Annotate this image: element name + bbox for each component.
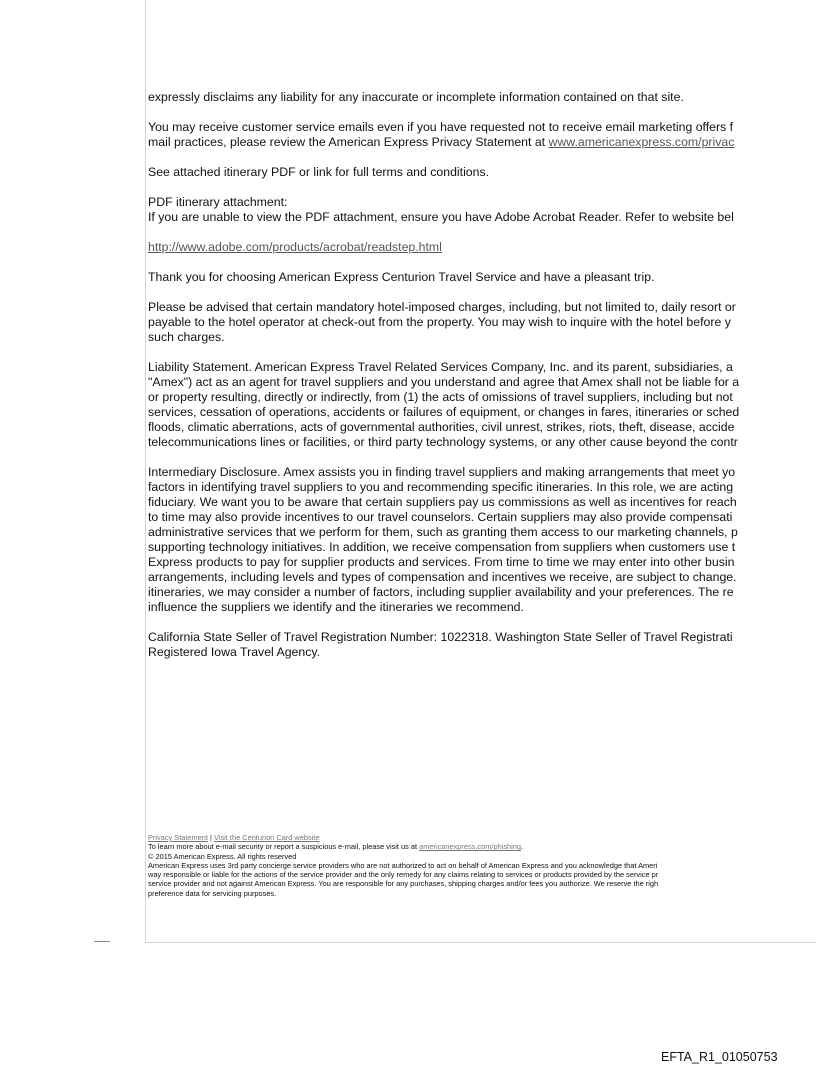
adobe-link-paragraph — [148, 240, 816, 255]
liability-line: or property resulting, directly or indirectly, from (1) the acts of omissions of travel suppliers, including but not — [148, 390, 733, 404]
footer-security-notice — [148, 842, 816, 851]
intermediary-line: Express products to pay for supplier products and services. From time to time we may enter into other busin — [148, 555, 735, 569]
footer-centurion-website-link[interactable]: Visit the Centurion Card website — [214, 833, 320, 842]
hotel-charges-line: such charges. — [148, 330, 225, 344]
footer-phishing-link[interactable]: americanexpress.com/phishing — [419, 842, 521, 852]
intermediary-line: to time may also provide incentives to our travel counselors. Certain suppliers may also provide compensati — [148, 510, 733, 524]
customer-service-line-1: You may receive customer service emails even if you have requested not to receive email marketing offers f — [148, 120, 734, 134]
document-id: EFTA_R1_01050753 — [661, 1050, 778, 1064]
registration-line: California State Seller of Travel Registration Number: 1022318. Washington State Seller of Travel Registrati — [148, 630, 733, 644]
liability-line: floods, climatic aberrations, acts of governmental authorities, civil unrest, strikes, riots, theft, disease, accide — [148, 420, 735, 434]
privacy-statement-link[interactable]: www.americanexpress.com/privac — [548, 135, 735, 149]
intermediary-line: arrangements, including levels and types of compensation and incentives we receive, are subject to change. — [148, 570, 737, 584]
pdf-attachment-paragraph — [148, 195, 816, 225]
intermediary-line: factors in identifying travel suppliers to you and recommending specific itineraries. In this role, we are acting — [148, 480, 734, 494]
intermediary-line: Intermediary Disclosure. Amex assists you in finding travel suppliers and making arrangements that meet yo — [148, 465, 736, 479]
footer-security-end: . — [520, 842, 524, 852]
hotel-charges-line: Please be advised that certain mandatory hotel-imposed charges, including, but not limited to, daily resort or — [148, 300, 736, 314]
hotel-charges-paragraph — [148, 300, 816, 345]
liability-line: telecommunications lines or facilities, or third party technology systems, or any other cause beyond the contr — [148, 435, 738, 449]
email-content-panel — [145, 0, 816, 943]
liability-line: services, cessation of operations, accidents or failures of equipment, or changes in fares, itineraries or sched — [148, 405, 740, 419]
registration-paragraph — [148, 630, 816, 660]
footer-privacy-statement-link[interactable]: Privacy Statement — [148, 833, 208, 842]
disclaimer-paragraph — [148, 90, 816, 105]
footer-concierge-line: preference data for servicing purposes. — [148, 888, 277, 898]
intermediary-line: influence the suppliers we identify and the itineraries we recommend. — [148, 600, 524, 614]
see-attached-text: See attached itinerary PDF or link for full terms and conditions. — [148, 165, 490, 179]
customer-service-line-2 — [148, 135, 816, 150]
footer-concierge-line: way responsible or liable for the actions of the service provider and the only remedy for any claims relating to services or products provided by the service pr — [148, 870, 659, 880]
liability-statement-paragraph — [148, 360, 816, 450]
footer-concierge-line: American Express uses 3rd party concierge service providers who are not authorized to act on behalf of American Express and you acknowledge that Ameri — [148, 860, 658, 870]
footer-concierge-line: service provider and not against American Express. You are responsible for any purchases, shipping charges and/or fees you authorize. We reserve the righ — [148, 879, 659, 889]
liability-line: "Amex") act as an agent for travel suppliers and you understand and agree that Amex shall not be liable for a — [148, 375, 740, 389]
intermediary-line: fiduciary. We want you to be aware that certain suppliers pay us commissions as well as incentives for reach — [148, 495, 737, 509]
footer-separator: | — [210, 833, 212, 842]
intermediary-line: supporting technology initiatives. In addition, we receive compensation from suppliers when customers use t — [148, 540, 736, 554]
registration-line: Registered Iowa Travel Agency. — [148, 645, 321, 659]
hotel-charges-line: payable to the hotel operator at check-out from the property. You may wish to inquire with the hotel before y — [148, 315, 731, 329]
liability-line: Liability Statement. American Express Travel Related Services Company, Inc. and its parent, subsidiaries, a — [148, 360, 733, 374]
customer-service-line-2-text: mail practices, please review the American Express Privacy Statement at — [148, 135, 549, 149]
pdf-attachment-heading: PDF itinerary attachment: — [148, 195, 288, 209]
footer-security-text: To learn more about e-mail security or report a suspicious e-mail, please visit us at — [148, 842, 420, 852]
email-body — [148, 90, 816, 675]
disclaimer-text: expressly disclaims any liability for any inaccurate or incomplete information contained on that site. — [148, 90, 684, 104]
footer-links — [148, 833, 816, 842]
see-attached-paragraph — [148, 165, 816, 180]
intermediary-disclosure-paragraph — [148, 465, 816, 615]
intermediary-line: administrative services that we perform for them, such as granting them access to our marketing channels, p — [148, 525, 738, 539]
intermediary-line: itineraries, we may consider a number of factors, including supplier availability and your preferences. The re — [148, 585, 734, 599]
pdf-attachment-text: If you are unable to view the PDF attachment, ensure you have Adobe Acrobat Reader. Refer to website bel — [148, 210, 734, 224]
adobe-reader-link[interactable]: http://www.adobe.com/products/acrobat/readstep.html — [148, 240, 442, 254]
thanks-text: Thank you for choosing American Express Centurion Travel Service and have a pleasant trip. — [148, 270, 655, 284]
page-edge-mark — [94, 941, 110, 942]
email-footer — [148, 833, 816, 898]
customer-service-paragraph — [148, 120, 816, 150]
footer-copyright: © 2015 American Express. All rights reserved — [148, 851, 297, 861]
thanks-paragraph — [148, 270, 816, 285]
